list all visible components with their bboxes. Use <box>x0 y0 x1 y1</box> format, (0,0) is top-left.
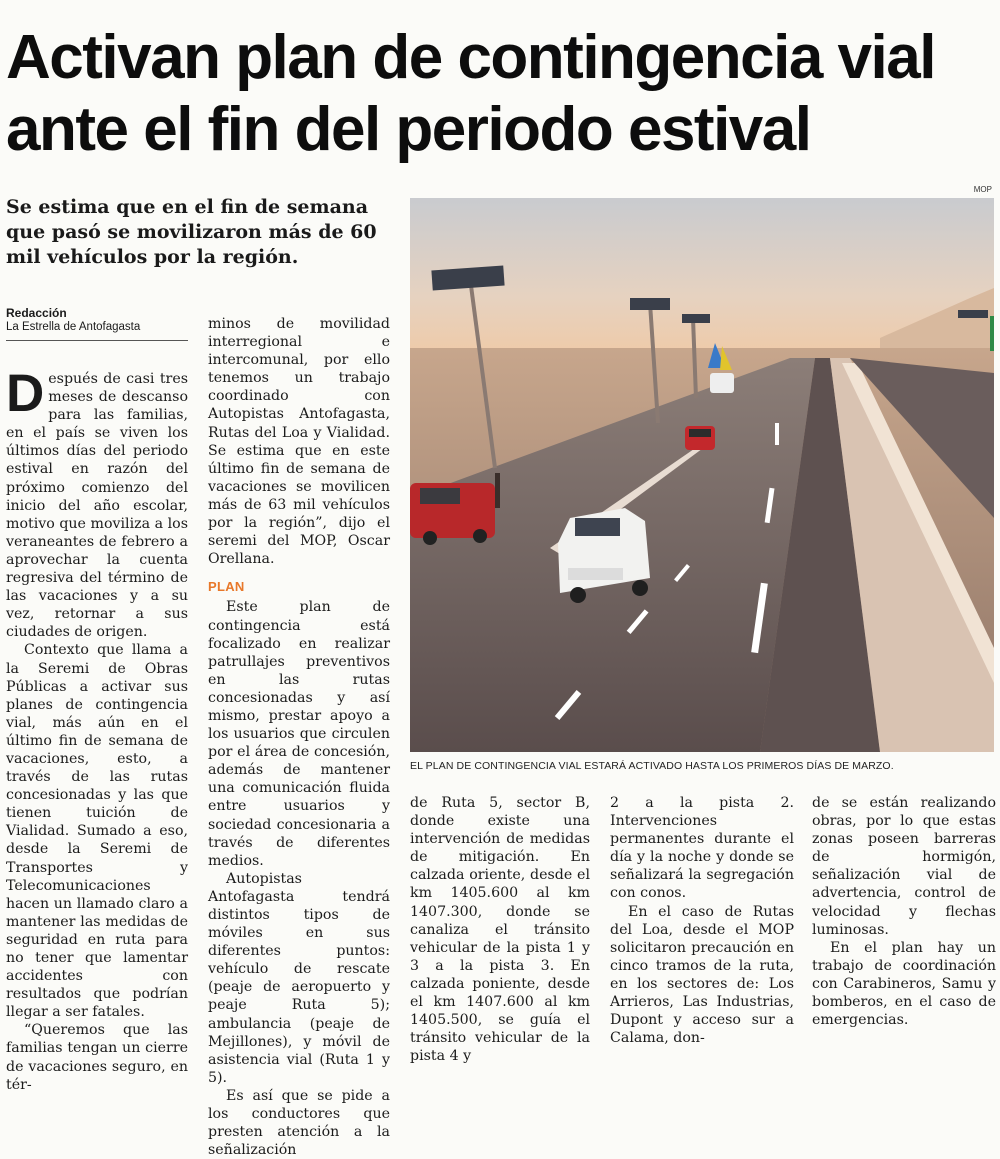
photo-caption: EL PLAN DE CONTINGENCIA VIAL ESTARÁ ACTIVADO HASTA LOS PRIMEROS DÍAS DE MARZO. <box>410 760 894 772</box>
highway-photo <box>410 198 994 752</box>
section-label: PLAN <box>208 579 245 595</box>
paragraph: En el caso de Rutas del Loa, desde el MOP solicitaron precaución en cinco tramos de la ruta, en los sectores de: Los Arrieros, Las Industrias, Dupont y acceso sur a Calama, don- <box>610 903 794 1047</box>
article-column-2 <box>208 315 390 1159</box>
byline <box>6 306 188 341</box>
paragraph: de Ruta 5, sector B, donde existe una intervención de medidas de mitigación. En calzada oriente, desde el km 1405.600 al km 1407.300, donde se canaliza el tránsito vehicular de la pista 1 y 3 a la pista 3. En calzada poniente, desde el km 1407.600 al km 1405.500, se guía el tránsito vehicular de la pista 4 y <box>410 795 590 1065</box>
drop-cap: D <box>6 364 45 423</box>
headline-line-1: Activan plan de contingencia vial <box>6 23 935 92</box>
paragraph: Este plan de contingencia está focalizado en realizar patrullajes preventivos en las rutas concesionadas y así mismo, prestar apoyo a los usuarios que circulen por el área de concesión, además de mantener una comunicación fluida entre usuarios y sociedad concesionaria a través de diferentes medios. <box>208 599 390 869</box>
headline-line-2: ante el fin del periodo estival <box>6 95 811 164</box>
paragraph: Autopistas Antofagasta tendrá distintos tipos de móviles en sus diferentes puntos: vehículo de rescate (peaje de aeropuerto y peaje Ruta 5); ambulancia (peaje de Mejillones), y móvil de asistencia vial (Ruta 1 y 5). <box>208 870 390 1086</box>
headline <box>6 22 996 166</box>
paragraph: Después de casi tres meses de descanso para las familias, en el país se viven los últimos días del periodo estival en razón del próximo comienzo del inicio del año escolar, motivo que moviliza a los veraneantes de febrero a aprovechar la cuenta regresiva del término de las vacaciones y a su vez, retornar a sus ciudades de origen. <box>6 364 188 641</box>
author: Redacción <box>6 306 67 320</box>
paragraph: de se están realizando obras, por lo que estas zonas poseen barreras de hormigón, señalización vial de advertencia, control de velocidad y flechas luminosas. <box>812 795 996 938</box>
photo-credit: MOP <box>973 185 992 194</box>
paragraph: minos de movilidad interregional e intercomunal, por ello tenemos un trabajo coordinado con Autopistas Antofagasta, Rutas del Loa y Vialidad. Se estima que en este último fin de semana de vacaciones se movilicen más de 63 mil vehículos por la región”, dijo el seremi del MOP, Oscar Orellana. <box>208 316 390 568</box>
paragraph: Es así que se pide a los conductores que presten atención a la señalización <box>208 1087 390 1159</box>
paragraph: En el plan hay un trabajo de coordinación con Carabineros, Samu y bomberos, en el caso de emergencias. <box>812 939 996 1029</box>
article-column-3 <box>410 794 590 1065</box>
paragraph: Contexto que llama a la Seremi de Obras Públicas a activar sus planes de contingencia vial, más aún en el último fin de semana de vacaciones, esto, a través de las rutas concesionadas y las que tienen tuición de Vialidad. Sumado a eso, desde la Seremi de Transportes y Telecomunicaciones hacen un llamado claro a mantener las medidas de seguridad en ruta para no tener que lamentar accidentes con resultados que podrían llegar a ser fatales. <box>6 642 188 1021</box>
article-column-1 <box>6 364 188 1094</box>
paragraph: “Queremos que las familias tengan un cierre de vacaciones seguro, en tér- <box>6 1022 188 1093</box>
publication: La Estrella de Antofagasta <box>6 321 141 333</box>
article-column-4 <box>610 794 794 1047</box>
paragraph: 2 a la pista 2. Intervenciones permanentes durante el día y la noche y donde se señalizará la segregación con conos. <box>610 795 794 902</box>
article-column-5 <box>812 794 996 1029</box>
subheadline: Se estima que en el fin de semana que pasó se movilizaron más de 60 mil vehículos por la región. <box>6 196 377 268</box>
